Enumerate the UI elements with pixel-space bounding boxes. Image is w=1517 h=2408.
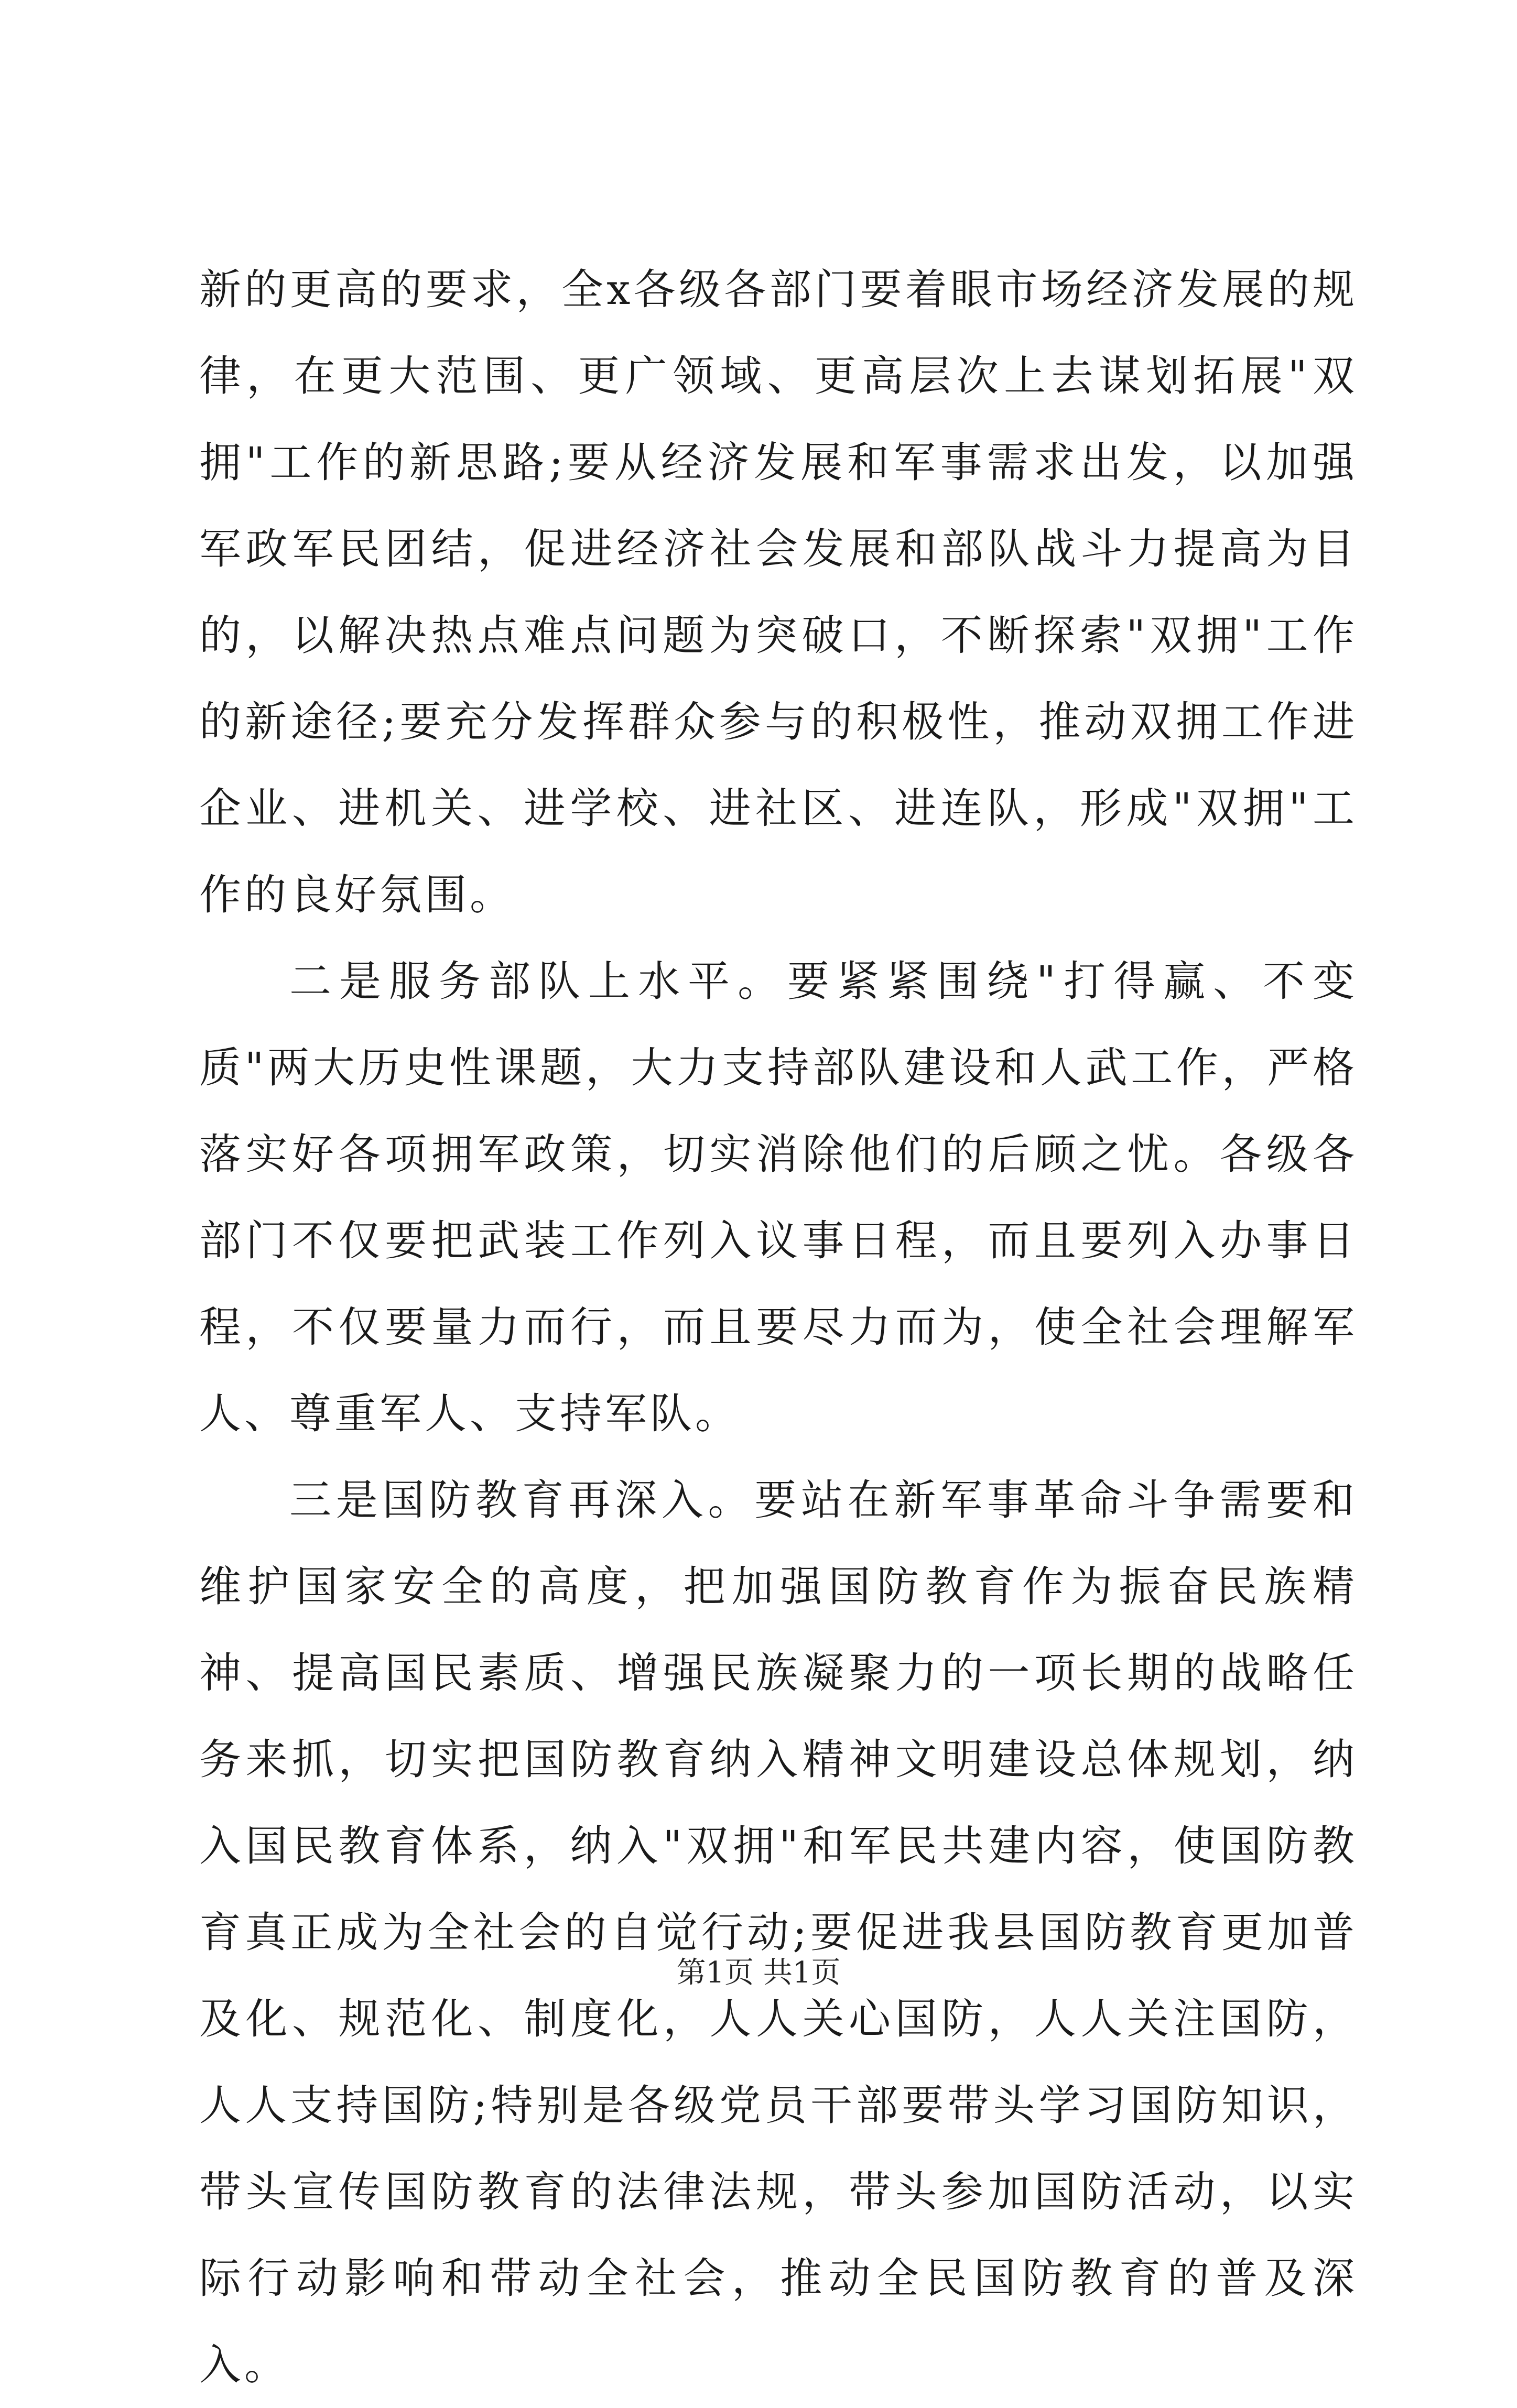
page-number: 第1页 共1页 bbox=[676, 1956, 841, 1990]
page-footer bbox=[0, 1952, 1517, 1994]
document-body bbox=[199, 246, 1358, 2408]
paragraph-continuation: 新的更高的要求，全x各级各部门要着眼市场经济发展的规律，在更大范围、更广领域、更高层次上去谋划拓展"双拥"工作的新思路;要从经济发展和军事需求出发，以加强军政军民团结，促进经济社会发展和部队战斗力提高为目的，以解决热点难点问题为突破口，不断探索"双拥"工作的新途径;要充分发挥群众参与的积极性，推动双拥工作进企业、进机关、进学校、进社区、进连队，形成"双拥"工作的良好氛围。 bbox=[199, 265, 1358, 919]
paragraph-defense-education: 三是国防教育再深入。要站在新军事革命斗争需要和维护国家安全的高度，把加强国防教育作为振奋民族精神、提高国民素质、增强民族凝聚力的一项长期的战略任务来抓，切实把国防教育纳入精神文明建设总体规划，纳入国民教育体系，纳入"双拥"和军民共建内容，使国防教育真正成为全社会的自觉行动;要促进我县国防教育更加普及化、规范化、制度化，人人关心国防，人人关注国防，人人支持国防;特别是各级党员干部要带头学习国防知识，带头宣传国防教育的法律法规，带头参加国防活动，以实际行动影响和带动全社会，推动全民国防教育的普及深入。 bbox=[199, 1476, 1358, 2389]
paragraph-service-troops: 二是服务部队上水平。要紧紧围绕"打得赢、不变质"两大历史性课题，大力支持部队建设和人武工作，严格落实好各项拥军政策，切实消除他们的后顾之忧。各级各部门不仅要把武装工作列入议事日程，而且要列入办事日程，不仅要量力而行，而且要尽力而为，使全社会理解军人、尊重军人、支持军队。 bbox=[199, 957, 1358, 1438]
